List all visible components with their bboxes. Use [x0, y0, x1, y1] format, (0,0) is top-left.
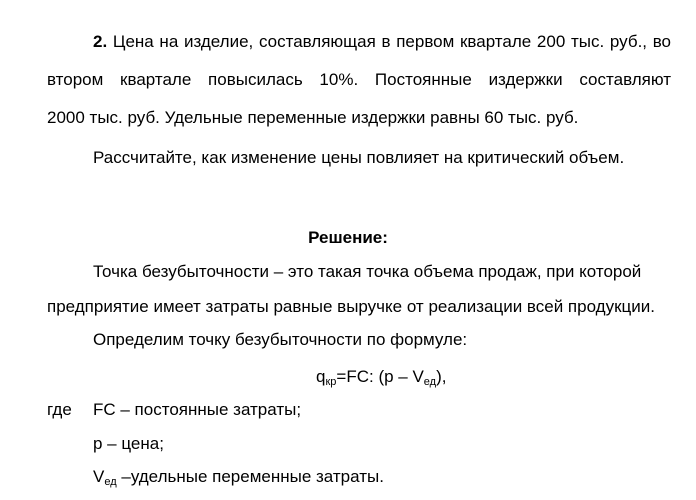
definition-line-1: Точка безубыточности – это такая точка объема продаж, при которой [93, 262, 642, 281]
problem-line-2: втором квартале повысилась 10%. Постоянные издержки составляют [47, 70, 671, 89]
problem-question: Рассчитайте, как изменение цены повлияет на критический объем. [93, 148, 625, 167]
where-label: где [47, 400, 72, 419]
problem-text-1: Цена на изделие, составляющая в первом квартале 200 тыс. руб., во [112, 32, 671, 51]
formula-q-subscript: кр [325, 376, 337, 388]
definition-line-2: предприятие имеет затраты равные выручке от реализации всей продукции. [47, 297, 655, 316]
legend-fc: FC – постоянные затраты; [93, 400, 302, 419]
formula-end: ), [436, 367, 447, 386]
legend-variable-cost [93, 467, 384, 487]
solution-heading: Решение: [308, 228, 388, 247]
legend-price: p – цена; [93, 434, 164, 453]
formula-middle: =FC: (p – V [336, 367, 424, 386]
legend-v-text: –удельные переменные затраты. [116, 467, 384, 486]
legend-v-symbol: V [93, 467, 105, 486]
problem-line-3: 2000 тыс. руб. Удельные переменные издержки равны 60 тыс. руб. [47, 108, 579, 127]
problem-number: 2. [93, 32, 108, 51]
formula-v-subscript: ед [423, 376, 437, 388]
break-even-formula [316, 367, 446, 387]
problem-line-1 [47, 32, 671, 52]
formula-intro: Определим точку безубыточности по формуле: [93, 330, 468, 349]
formula-q: q [316, 367, 326, 386]
legend-v-subscript: ед [104, 476, 117, 488]
